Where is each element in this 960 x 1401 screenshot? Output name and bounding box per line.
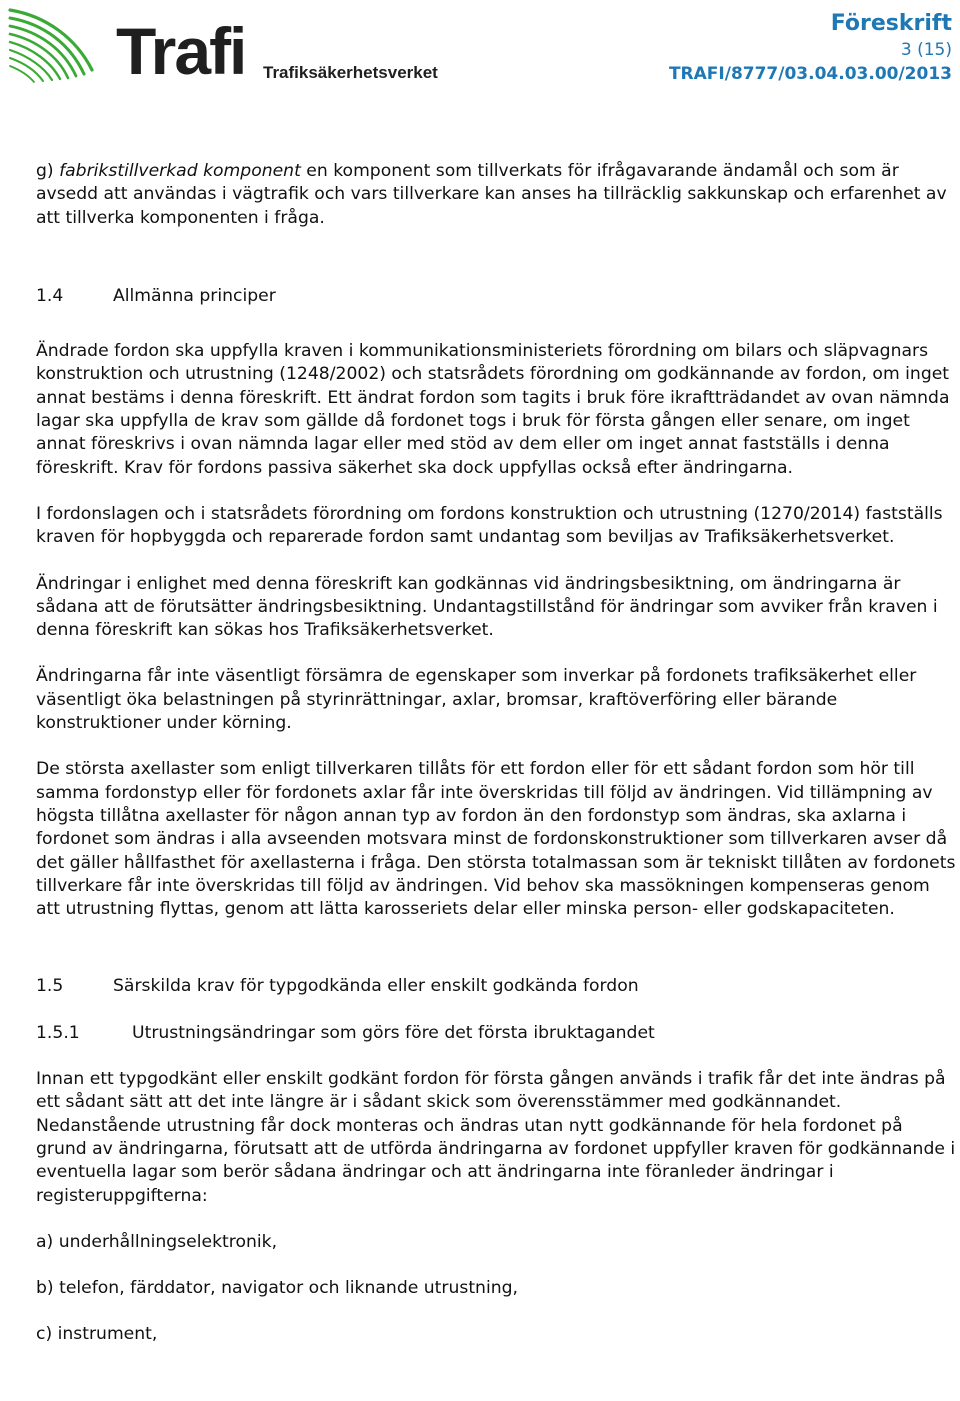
definition-text: en komponent som tillverkats för ifrågavarande ändamål och som är avsedd att användas i vägtrafik och vars tillverkare kan anses ha tillräcklig sakkunskap och erfarenhet av att tillverka komponenten i fråga.: [36, 161, 947, 228]
definition-prefix: g): [36, 161, 60, 181]
trafi-logo: [6, 4, 446, 104]
logo-wordmark: Trafi: [116, 14, 246, 88]
definition-term: fabrikstillverkad komponent: [59, 161, 301, 181]
paragraph: Ändringar i enlighet med denna föreskrift kan godkännas vid ändringsbesiktning, om ändringarna är sådana att de förutsätter ändringsbesiktning. Undantagstillstånd för ändringar som avviker från kraven i denna föreskrift kan sökas hos Trafiksäkerhetsverket.: [36, 573, 938, 641]
document-type: Föreskrift: [830, 11, 952, 36]
paragraph: I fordonslagen och i statsrådets förordning om fordons konstruktion och utrustning (1270/2014) fastställs kraven för hopbyggda och reparerade fordon samt undantag som beviljas av Trafiksäkerhetsverket.: [36, 503, 943, 548]
definition-item-g: [36, 160, 956, 230]
logo-subtitle: Trafiksäkerhetsverket: [263, 63, 438, 82]
section-number: 1.5: [36, 976, 64, 997]
section-title: Utrustningsändringar som görs före det första ibruktagandet: [132, 1022, 655, 1043]
paragraph: Innan ett typgodkänt eller enskilt godkänt fordon för första gången används i trafik får det inte ändras på ett sådant sätt att det inte längre är i sådant skick som överensstämmer med godkännandet. Nedanstående utrustning får dock monteras och ändras utan nytt godkännande för hela fordonet på grund av ändringarna, förutsatt att de utförda ändringarna av fordonet uppfyller kraven för godkännande i eventuella lagar som berör sådana ändringar och att ändringarna inte föranleder ändringar i registeruppgifterna:: [36, 1069, 956, 1206]
document-header-info: [669, 10, 952, 86]
document-body: [36, 160, 956, 1347]
page-number: 3 (15): [900, 40, 952, 60]
section-number: 1.5.1: [36, 1022, 80, 1043]
section-heading-1-4: [36, 285, 956, 308]
paragraph: Ändrade fordon ska uppfylla kraven i kommunikationsministeriets förordning om bilars och släpvagnars konstruktion och utrustning (1248/2002) och statsrådets förordning om godkännande av fordon, om inget annat bestäms i denna föreskrift. Ett ändrat fordon som tagits i bruk före ikraftträdandet av ovan nämnda lagar ska uppfylla de krav som gällde då fordonet togs i bruk för första gången eller senare, om inget annat föreskrivs i ovan nämnda lagar eller med stöd av dem eller om inget annat fastställs i denna föreskrift. Krav för fordons passiva säkerhet ska dock uppfyllas också efter ändringarna.: [36, 341, 950, 478]
section-heading-1-5: [36, 975, 956, 998]
section-title: Allmänna principer: [113, 285, 276, 306]
paragraph: Ändringarna får inte väsentligt försämra de egenskaper som inverkar på fordonets trafiksäkerhet eller väsentligt öka belastningen på styrinrättningar, axlar, bromsar, kraftöverföring eller bärande konstruktioner under körning.: [36, 666, 917, 734]
document-reference: TRAFI/8777/03.04.03.00/2013: [668, 64, 952, 84]
list-item: c) instrument,: [36, 1324, 158, 1345]
list-item: b) telefon, färddator, navigator och liknande utrustning,: [36, 1278, 518, 1299]
section-number: 1.4: [36, 285, 64, 306]
paragraph: De största axellaster som enligt tillverkaren tillåts för ett fordon eller för ett sådant fordon som hör till samma fordonstyp eller för fordonets axlar får inte överskridas till följd av ändringen. Vid tillämpning av högsta tillåtna axellaster för någon annan typ av fordon än den fordonstyp som ändras, ska axlarna i fordonet som ändras i alla avseenden motsvara minst de fordonskonstruktioner som tillverkaren avser då det gäller hållfasthet för axellasterna i fråga. Den största totalmassan som är tekniskt tillåten av fordonets tillverkare får inte överskridas till följd av ändringen. Vid behov ska massökningen kompenseras genom att utrustning flyttas, genom att lätta karosseriets delar eller minska person- eller godskapaciteten.: [36, 759, 956, 920]
list-item: a) underhållningselektronik,: [36, 1231, 278, 1252]
section-title: Särskilda krav för typgodkända eller enskilt godkända fordon: [113, 976, 639, 997]
section-heading-1-5-1: [36, 1022, 956, 1045]
